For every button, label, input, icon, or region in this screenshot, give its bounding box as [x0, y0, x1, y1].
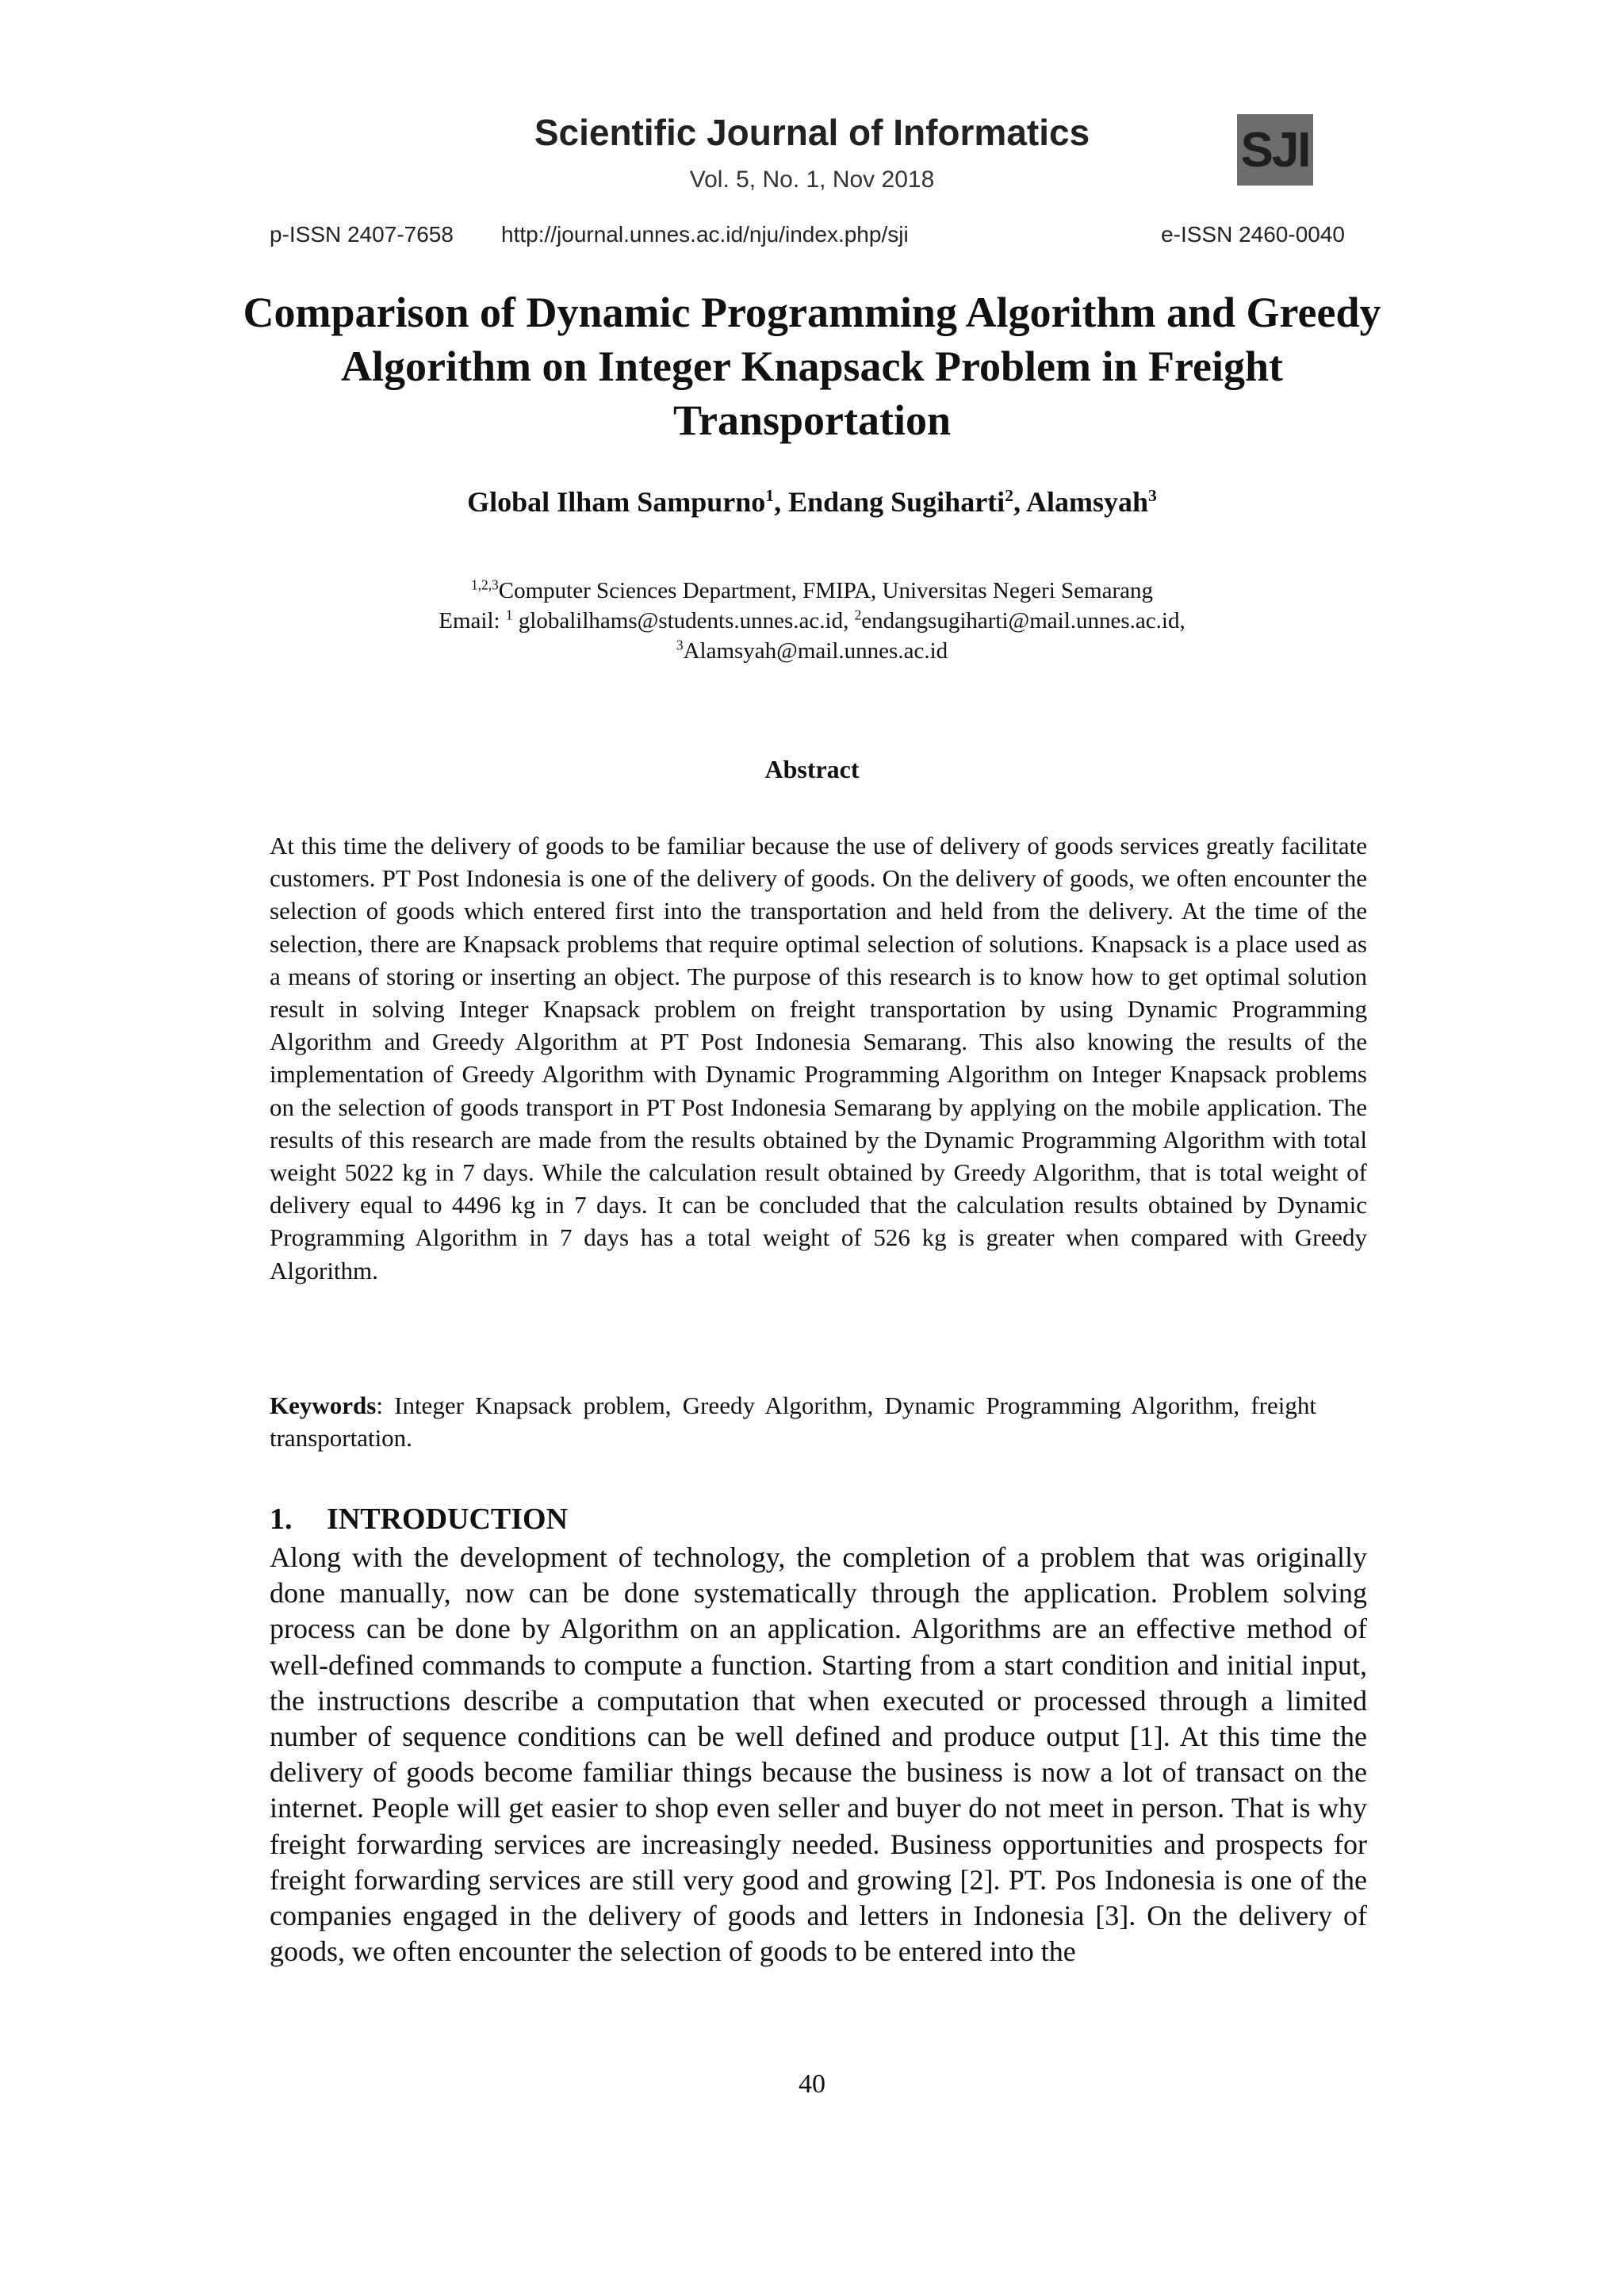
- department: Computer Sciences Department, FMIPA, Universitas Negeri Semarang: [498, 578, 1154, 603]
- paper-title: Comparison of Dynamic Programming Algorithm and Greedy Algorithm on Integer Knapsack Problem in Freight Transportation: [243, 289, 1381, 444]
- email-mark: 1: [505, 607, 513, 623]
- email-link[interactable]: globalilhams@students.unnes.ac.id,: [518, 608, 849, 634]
- journal-logo: SJI: [1237, 114, 1313, 186]
- keywords: [270, 1389, 1316, 1454]
- email-link[interactable]: Alamsyah@mail.unnes.ac.id: [683, 638, 948, 664]
- email-line: [238, 606, 1386, 636]
- keywords-text: : Integer Knapsack problem, Greedy Algorithm, Dynamic Programming Algorithm, freight transportation.: [270, 1391, 1316, 1452]
- email-mark: 3: [676, 637, 684, 653]
- author-name: Alamsyah: [1026, 486, 1149, 518]
- section-heading: [270, 1502, 568, 1537]
- e-issn: e-ISSN 2460-0040: [1161, 222, 1345, 247]
- abstract-heading: Abstract: [764, 755, 860, 783]
- journal-volume: Vol. 5, No. 1, Nov 2018: [689, 167, 935, 193]
- journal-url[interactable]: http://journal.unnes.ac.id/nju/index.php/sji: [501, 222, 909, 247]
- author-name: Global Ilham Sampurno: [467, 486, 766, 518]
- email-line: [238, 636, 1386, 666]
- email-label: Email:: [439, 608, 500, 634]
- email-link[interactable]: endangsugiharti@mail.unnes.ac.id,: [861, 608, 1185, 634]
- section-number: 1.: [270, 1503, 293, 1536]
- author-list: Global Ilham Sampurno$^1$, Endang Sugiharti$^2$, Alamsyah$^3$: [467, 486, 1157, 518]
- author-affiliation-mark: 1: [765, 486, 775, 505]
- email-mark: 2: [854, 607, 862, 623]
- section-title: INTRODUCTION: [327, 1503, 569, 1536]
- affiliation-block: [238, 576, 1386, 666]
- author-affiliation-mark: 3: [1148, 486, 1157, 505]
- keywords-label: Keywords: [270, 1391, 377, 1419]
- author-name: Endang Sugiharti: [788, 486, 1005, 518]
- affiliation-line: [238, 576, 1386, 606]
- p-issn: p-ISSN 2407-7658: [270, 222, 454, 247]
- author-affiliation-mark: 2: [1005, 486, 1013, 505]
- journal-name: Scientific Journal of Informatics: [534, 112, 1090, 153]
- affiliation-mark: 1,2,3: [470, 576, 499, 593]
- page-number: 40: [799, 2069, 825, 2099]
- section-body: Along with the development of technology, the completion of a problem that was originally done manually, now can be done systematically through the application. Problem solving process can be done by Algorithm on an application. Algorithms are an effective method of well-defined commands to compute a function. Starting from a start condition and initial input, the instructions describe a computation that when executed or processed through a limited number of sequence conditions can be well defined and produce output [1]. At this time the delivery of goods become familiar things because the business is now a lot of transact on the internet. People will get easier to shop even seller and buyer do not meet in person. That is why freight forwarding services are increasingly needed. Business opportunities and prospects for freight forwarding services are still very good and growing [2]. PT. Pos Indonesia is one of the companies engaged in the delivery of goods and letters in Indonesia [3]. On the delivery of goods, we often encounter the selection of goods to be entered into the: [270, 1541, 1367, 1968]
- abstract-text: At this time the delivery of goods to be familiar because the use of delivery of goods services greatly facilitate customers. PT Post Indonesia is one of the delivery of goods. On the delivery of goods, we often encounter the selection of goods which entered first into the transportation and held from the delivery. At the time of the selection, there are Knapsack problems that require optimal selection of solutions. Knapsack is a place used as a means of storing or inserting an object. The purpose of this research is to know how to get optimal solution result in solving Integer Knapsack problem on freight transportation by using Dynamic Programming Algorithm and Greedy Algorithm at PT Post Indonesia Semarang. This also knowing the results of the implementation of Greedy Algorithm with Dynamic Programming Algorithm on Integer Knapsack problems on the selection of goods transport in PT Post Indonesia Semarang by applying on the mobile application. The results of this research are made from the results obtained by the Dynamic Programming Algorithm with total weight 5022 kg in 7 days. While the calculation result obtained by Greedy Algorithm, that is total weight of delivery equal to 4496 kg in 7 days. It can be concluded that the calculation results obtained by Dynamic Programming Algorithm in 7 days has a total weight of 526 kg is greater when compared with Greedy Algorithm.: [270, 832, 1367, 1284]
